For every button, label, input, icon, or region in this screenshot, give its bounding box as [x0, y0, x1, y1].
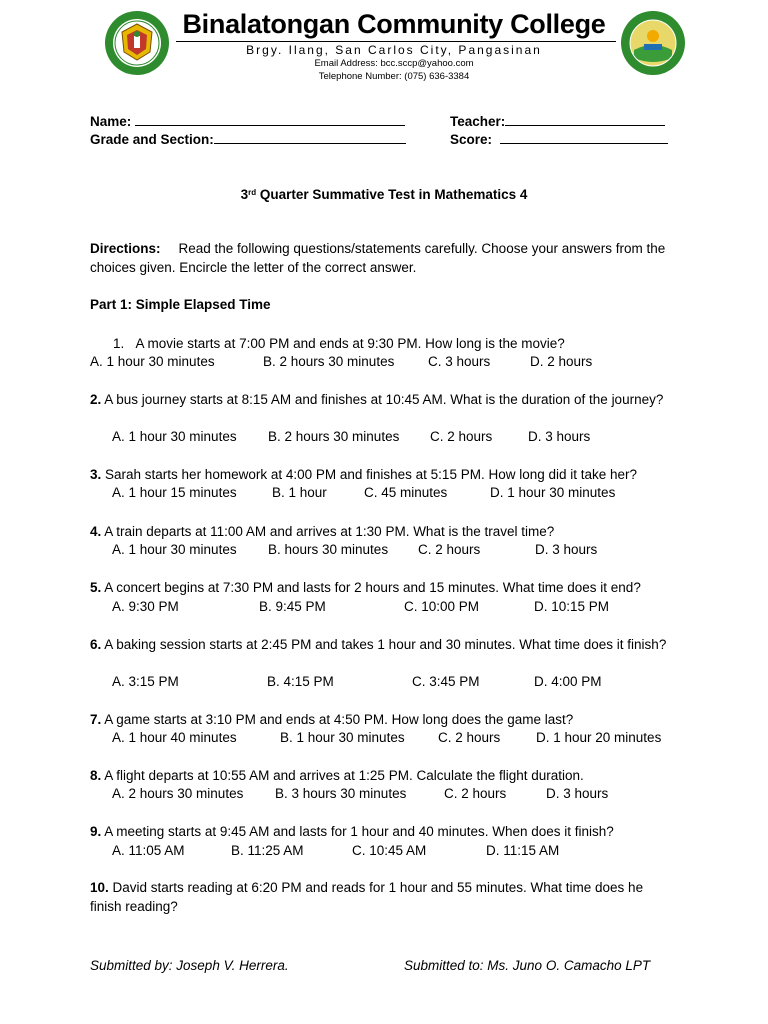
- directions-label: Directions:: [90, 241, 161, 256]
- choices-4: [112, 541, 712, 559]
- choice-2d[interactable]: D. 3 hours: [528, 429, 591, 444]
- name-blank[interactable]: [135, 112, 405, 126]
- test-title: 3rd Quarter Summative Test in Mathematics 4: [240, 187, 528, 202]
- score-field[interactable]: [450, 130, 668, 149]
- name-label: Name:: [90, 114, 132, 129]
- choices-7: [112, 729, 712, 747]
- choice-3d[interactable]: D. 1 hour 30 minutes: [490, 485, 616, 500]
- choice-7b[interactable]: B. 1 hour 30 minutes: [280, 730, 405, 745]
- question-6: 6. A baking session starts at 2:45 PM and takes 1 hour and 30 minutes. What time does it finish?: [90, 637, 667, 652]
- choice-6a[interactable]: A. 3:15 PM: [112, 674, 179, 689]
- choice-8a[interactable]: A. 2 hours 30 minutes: [112, 786, 244, 801]
- choices-3: [112, 484, 712, 502]
- choice-1a[interactable]: A. 1 hour 30 minutes: [90, 354, 215, 369]
- teacher-blank[interactable]: [505, 112, 665, 126]
- san-carlos-city-seal-logo: [620, 10, 686, 76]
- choice-9d[interactable]: D. 11:15 AM: [486, 843, 560, 858]
- choice-3b[interactable]: B. 1 hour: [272, 485, 327, 500]
- college-phone: Telephone Number: (075) 636-3384: [318, 71, 470, 82]
- choice-4b[interactable]: B. hours 30 minutes: [268, 542, 389, 557]
- choice-9c[interactable]: C. 10:45 AM: [352, 843, 427, 858]
- choice-7a[interactable]: A. 1 hour 40 minutes: [112, 730, 237, 745]
- college-name: Binalatongan Community College: [182, 9, 606, 39]
- choice-3a[interactable]: A. 1 hour 15 minutes: [112, 485, 237, 500]
- choice-2b[interactable]: B. 2 hours 30 minutes: [268, 429, 400, 444]
- choice-4c[interactable]: C. 2 hours: [418, 542, 481, 557]
- choice-3c[interactable]: C. 45 minutes: [364, 485, 448, 500]
- teacher-label: Teacher:: [450, 114, 506, 129]
- choices-6: [112, 673, 712, 691]
- question-2: 2. A bus journey starts at 8:15 AM and finishes at 10:45 AM. What is the duration of the journey?: [90, 392, 664, 407]
- choice-6c[interactable]: C. 3:45 PM: [412, 674, 480, 689]
- choice-1b[interactable]: B. 2 hours 30 minutes: [263, 354, 395, 369]
- name-field[interactable]: [90, 112, 405, 131]
- submitted-by: Submitted by: Joseph V. Herrera.: [90, 958, 289, 973]
- choice-4d[interactable]: D. 3 hours: [535, 542, 598, 557]
- choice-1c[interactable]: C. 3 hours: [428, 354, 491, 369]
- choices-5: [112, 598, 712, 616]
- choice-4a[interactable]: A. 1 hour 30 minutes: [112, 542, 237, 557]
- choice-6b[interactable]: B. 4:15 PM: [267, 674, 334, 689]
- question-3: 3. Sarah starts her homework at 4:00 PM and finishes at 5:15 PM. How long did it take her?: [90, 467, 638, 482]
- choices-2: [112, 428, 712, 446]
- choice-8c[interactable]: C. 2 hours: [444, 786, 507, 801]
- choices-1: [90, 353, 690, 371]
- choice-5a[interactable]: A. 9:30 PM: [112, 599, 179, 614]
- directions-text: Read the following questions/statements carefully. Choose your answers from the choices given. Encircle the letter of the correct answer.: [90, 241, 666, 275]
- choice-9b[interactable]: B. 11:25 AM: [231, 843, 304, 858]
- header-divider: [176, 41, 616, 42]
- choice-6d[interactable]: D. 4:00 PM: [534, 674, 602, 689]
- choice-5b[interactable]: B. 9:45 PM: [259, 599, 326, 614]
- choice-2a[interactable]: A. 1 hour 30 minutes: [112, 429, 237, 444]
- college-address: Brgy. Ilang, San Carlos City, Pangasinan: [246, 43, 542, 57]
- choices-9: [112, 842, 712, 860]
- choice-9a[interactable]: A. 11:05 AM: [112, 843, 185, 858]
- teacher-field[interactable]: [450, 112, 665, 131]
- choice-8d[interactable]: D. 3 hours: [546, 786, 609, 801]
- part-title: Part 1: Simple Elapsed Time: [90, 297, 271, 312]
- choice-1d[interactable]: D. 2 hours: [530, 354, 593, 369]
- grade-section-blank[interactable]: [214, 130, 406, 144]
- choice-5d[interactable]: D. 10:15 PM: [534, 599, 610, 614]
- score-blank[interactable]: [500, 130, 668, 144]
- question-9: 9. A meeting starts at 9:45 AM and lasts for 1 hour and 40 minutes. When does it finish?: [90, 824, 614, 839]
- grade-section-label: Grade and Section:: [90, 132, 214, 147]
- submitted-to: Submitted to: Ms. Juno O. Camacho LPT: [404, 958, 651, 973]
- choice-5c[interactable]: C. 10:00 PM: [404, 599, 480, 614]
- question-1: 1. A movie starts at 7:00 PM and ends at 9:30 PM. How long is the movie?: [113, 336, 565, 351]
- college-seal-logo: [104, 10, 170, 76]
- choice-2c[interactable]: C. 2 hours: [430, 429, 493, 444]
- question-5: 5. A concert begins at 7:30 PM and lasts for 2 hours and 15 minutes. What time does it end?: [90, 580, 641, 595]
- score-label: Score:: [450, 132, 493, 147]
- college-email: Email Address: bcc.sccp@yahoo.com: [314, 58, 474, 69]
- choice-8b[interactable]: B. 3 hours 30 minutes: [275, 786, 407, 801]
- grade-section-field[interactable]: [90, 130, 406, 149]
- question-10: 10. David starts reading at 6:20 PM and reads for 1 hour and 55 minutes. What time does he finish reading?: [90, 880, 644, 914]
- choice-7c[interactable]: C. 2 hours: [438, 730, 501, 745]
- question-4: 4. A train departs at 11:00 AM and arrives at 1:30 PM. What is the travel time?: [90, 524, 555, 539]
- question-8: 8. A flight departs at 10:55 AM and arrives at 1:25 PM. Calculate the flight duration.: [90, 768, 584, 783]
- directions: [90, 239, 670, 277]
- question-7: 7. A game starts at 3:10 PM and ends at 4:50 PM. How long does the game last?: [90, 712, 574, 727]
- choice-7d[interactable]: D. 1 hour 20 minutes: [536, 730, 662, 745]
- choices-8: [112, 785, 712, 803]
